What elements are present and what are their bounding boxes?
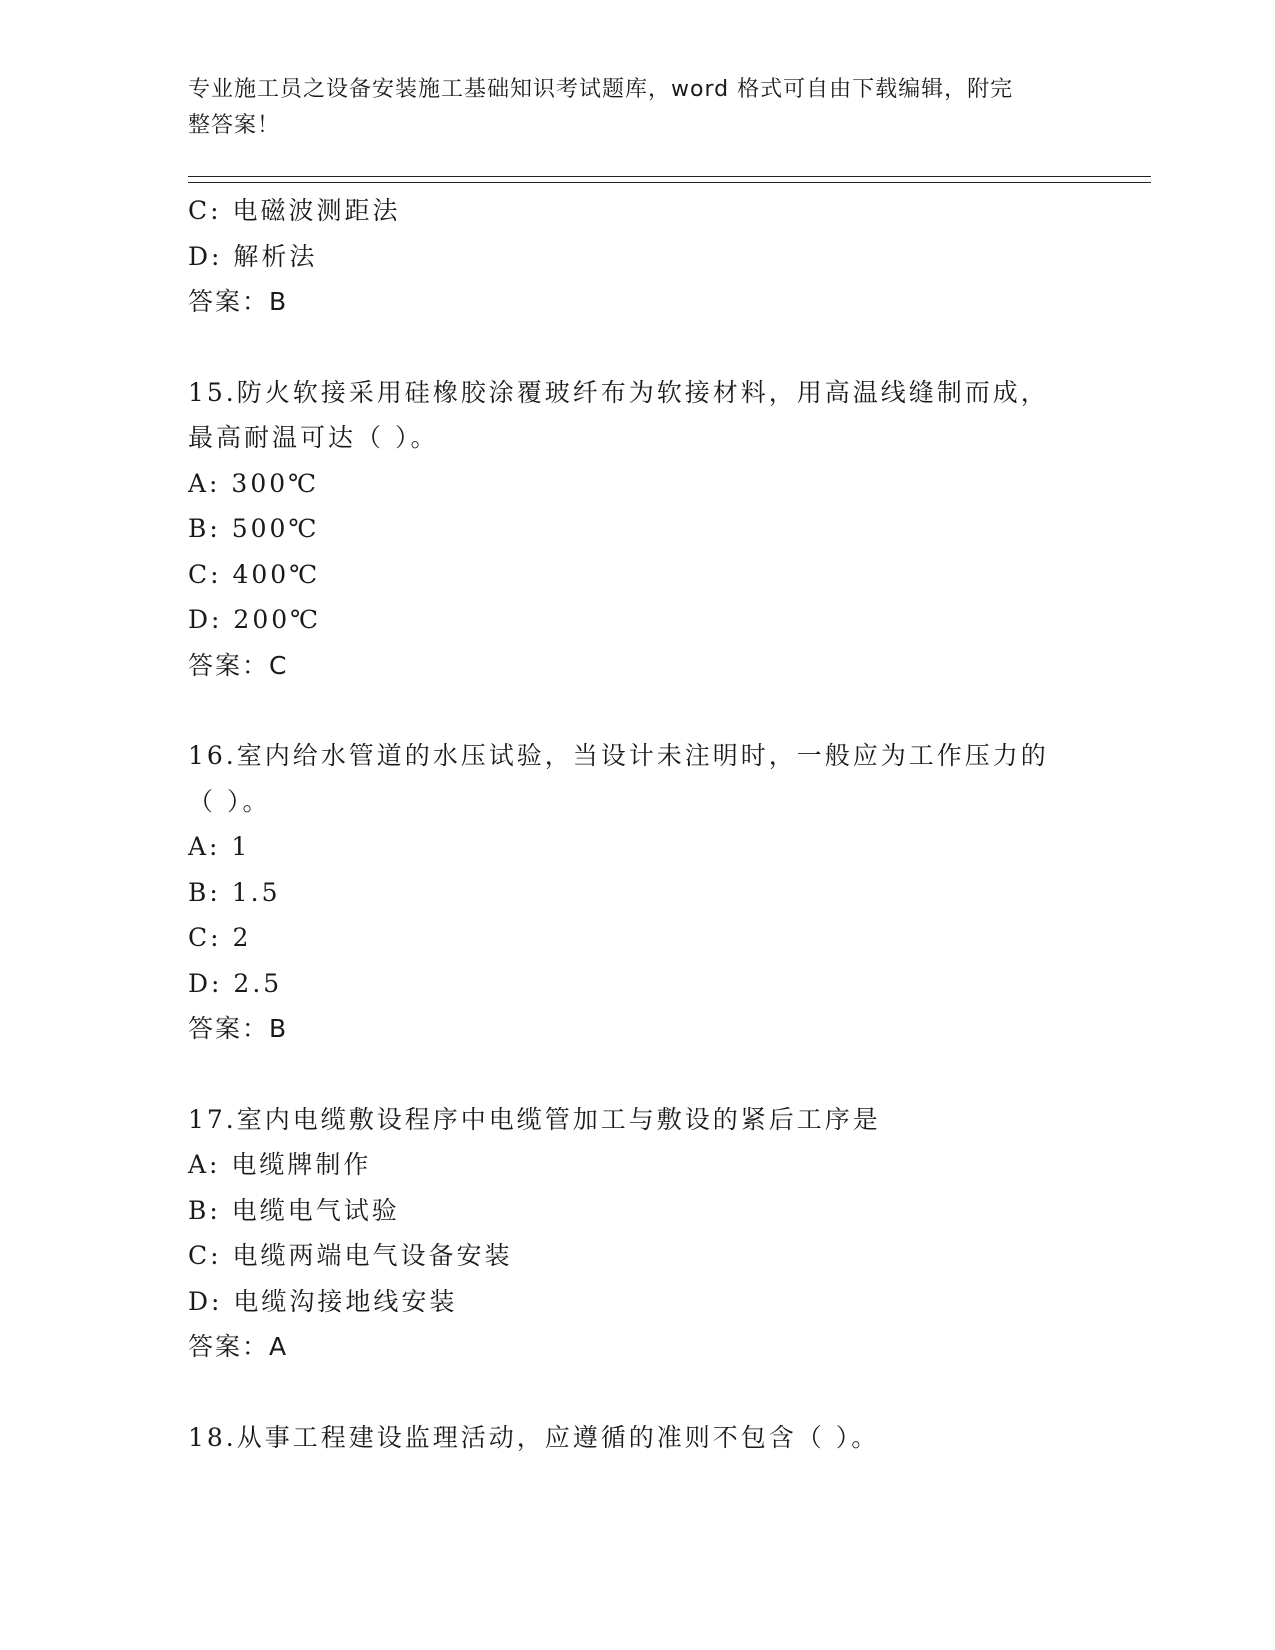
option-a: A: 1 <box>188 832 251 861</box>
answer: 答案：B <box>188 287 289 316</box>
question-16 <box>188 733 1088 1052</box>
option-b: B: 1.5 <box>188 877 281 907</box>
option-c: C: 400℃ <box>188 559 321 589</box>
header-line-1: 专业施工员之设备安装施工基础知识考试题库，word 格式可自由下载编辑，附完 <box>188 77 1014 102</box>
question-text: 16.室内给水管道的水压试验，当设计未注明时，一般应为工作压力的 <box>188 741 1049 770</box>
option-c: C: 电缆两端电气设备安装 <box>188 1241 513 1270</box>
option-b: B: 电缆电气试验 <box>188 1195 400 1225</box>
question-14-tail <box>188 188 1088 325</box>
question-text: 17.室内电缆敷设程序中电缆管加工与敷设的紧后工序是 <box>188 1104 881 1134</box>
option-d: D: 200℃ <box>188 605 322 634</box>
document-header <box>188 72 1068 144</box>
answer: 答案：C <box>188 650 289 680</box>
answer: 答案：B <box>188 1014 289 1043</box>
question-text: 18.从事工程建设监理活动，应遵循的准则不包含（ ）。 <box>188 1422 880 1452</box>
header-line-2: 整答案！ <box>188 113 281 138</box>
option-b: B: 500℃ <box>188 514 320 543</box>
question-18 <box>188 1415 1088 1461</box>
question-text-cont: 最高耐温可达（ ）。 <box>188 423 439 452</box>
question-17 <box>188 1097 1088 1370</box>
option-d: D: 2.5 <box>188 968 283 998</box>
option-c: C: 2 <box>188 923 252 952</box>
header-divider-top <box>188 176 1151 177</box>
option-a: A: 300℃ <box>188 468 320 498</box>
question-list <box>188 188 1088 1460</box>
answer: 答案：A <box>188 1332 289 1361</box>
option-a: A: 电缆牌制作 <box>188 1150 372 1179</box>
option-d: D: 解析法 <box>188 241 318 271</box>
question-text-cont: （ ）。 <box>188 786 271 816</box>
header-divider-bottom <box>188 182 1151 183</box>
option-c: C: 电磁波测距法 <box>188 196 401 225</box>
option-d: D: 电缆沟接地线安装 <box>188 1286 458 1316</box>
question-text: 15.防火软接采用硅橡胶涂覆玻纤布为软接材料，用高温线缝制而成， <box>188 377 1049 407</box>
question-15 <box>188 370 1088 689</box>
